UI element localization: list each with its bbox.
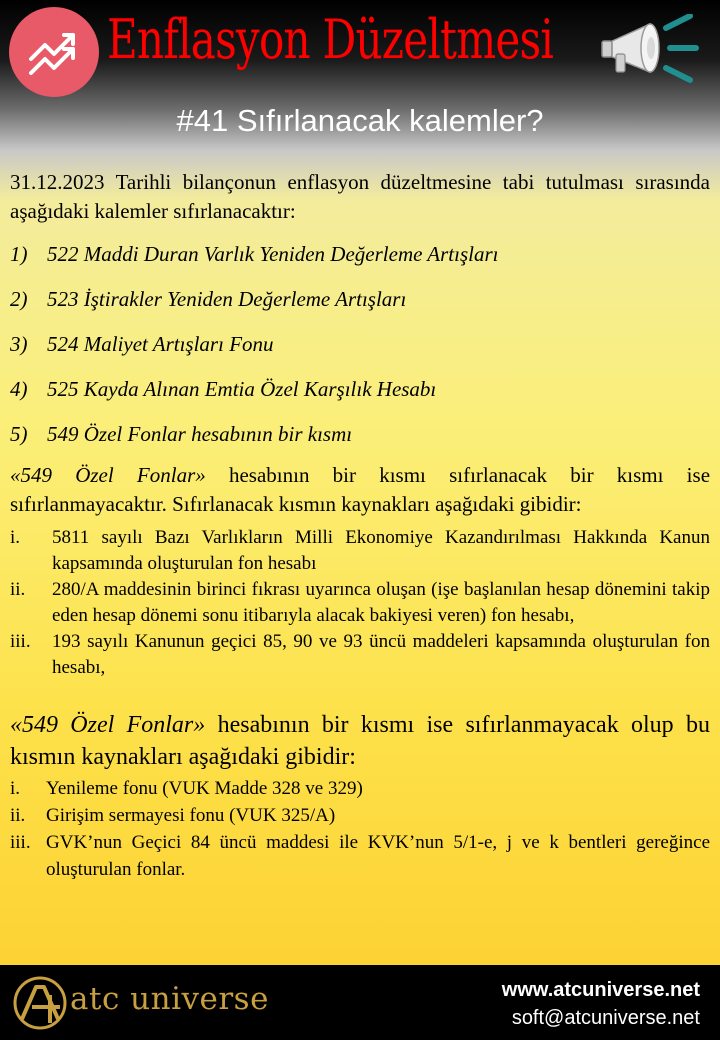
footer (0, 965, 720, 1040)
numbered-list (10, 240, 710, 465)
reset-section-text: hesabının bir kısmı sıfırlanacak bir kısmı ise sıfırlanmayacaktır. Sıfırlanacak kısmın kaynakları aşağıdaki gibidir: (10, 463, 711, 516)
email-link[interactable]: soft@atcuniverse.net (511, 1007, 700, 1029)
keep-section-text: hesabının bir kısmı ise sıfırlanmayacak olup bu kısmın kaynakları aşağıdaki gibidir: (10, 712, 710, 770)
list-item: iii. GVK’nun Geçici 84 üncü maddesi ile KVK’nun 5/1-e, j ve k bentleri gereğince oluşturulan fonlar. (10, 832, 710, 880)
list-item: i. 5811 sayılı Bazı Varlıkların Milli Ekonomiye Kazandırılması Hakkında Kanun kapsamında oluşturulan fon hesabı (10, 527, 710, 574)
subtitle: #41 Sıfırlanacak kalemler? (176, 103, 544, 138)
list-item: 1) 522 Maddi Duran Varlık Yeniden Değerleme Artışları (10, 242, 499, 266)
keep-section-emph: «549 Özel Fonlar» (10, 712, 206, 738)
atc-logo-icon (10, 973, 70, 1033)
reset-section-paragraph (10, 461, 710, 519)
header (0, 0, 720, 160)
list-item: iii. 193 sayılı Kanunun geçici 85, 90 ve 93 üncü maddeleri kapsamında oluşturulan fon hesabı, (10, 631, 710, 678)
website-link[interactable]: www.atcuniverse.net (501, 979, 700, 1001)
list-item: 4) 525 Kayda Alınan Emtia Özel Karşılık Hesabı (10, 377, 437, 401)
list-item: i. Yenileme fonu (VUK Madde 328 ve 329) (10, 778, 363, 799)
brand-name: atc universe (70, 981, 269, 1017)
list-item: ii. Girişim sermayesi fonu (VUK 325/A) (10, 805, 336, 826)
reset-section-emph: «549 Özel Fonlar» (10, 463, 206, 487)
keep-section-paragraph (10, 709, 710, 773)
content (10, 168, 710, 883)
megaphone-icon (598, 14, 702, 86)
list-item: ii. 280/A maddesinin birinci fıkrası uyarınca oluşan (işe başlanılan hesap dönemini takip eden hesap dönemi sonu itibarıyla alacak bakiyesi veren) fon hesabı, (10, 579, 710, 626)
list-item: 2) 523 İştirakler Yeniden Değerleme Artışları (10, 287, 407, 311)
reset-sources-list (10, 525, 710, 681)
list-item: 5) 549 Özel Fonlar hesabının bir kısmı (10, 422, 353, 446)
intro-paragraph: 31.12.2023 Tarihli bilançonun enflasyon düzeltmesine tabi tutulması sırasında aşağıdaki kalemler sıfırlanacaktır: (10, 170, 710, 223)
main-title: Enflasyon Düzeltmesi (106, 8, 554, 71)
keep-sources-list (10, 775, 710, 883)
list-item: 3) 524 Maliyet Artışları Fonu (10, 332, 274, 356)
